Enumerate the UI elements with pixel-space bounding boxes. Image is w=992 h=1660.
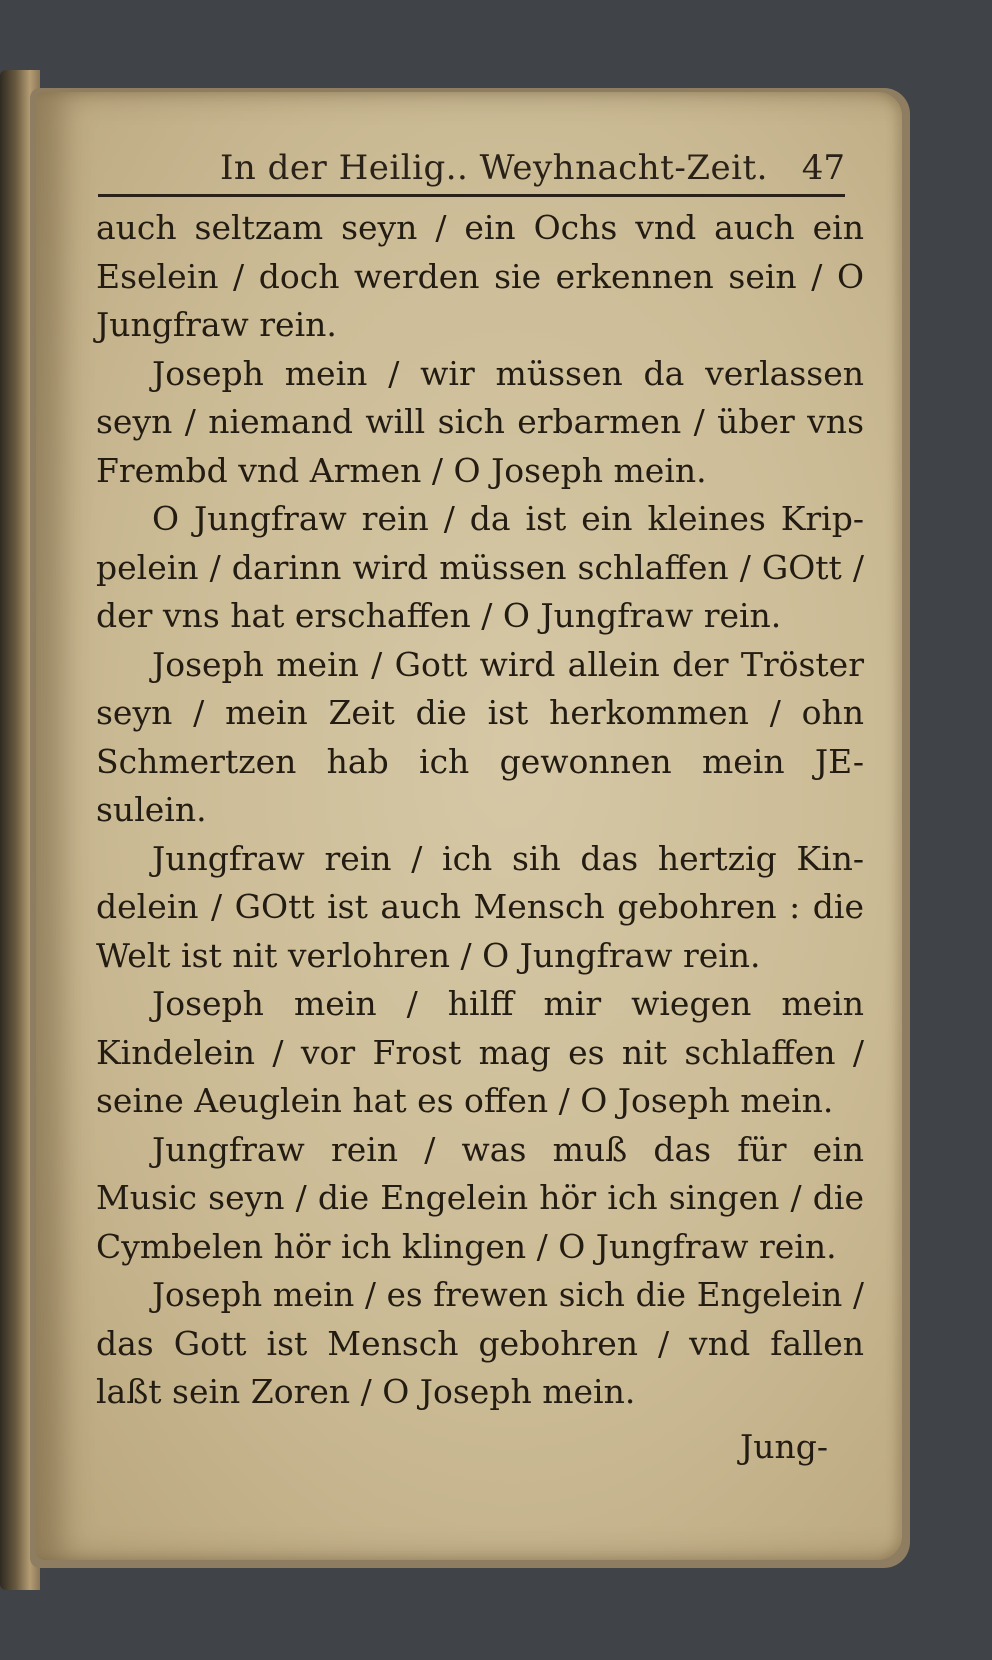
text-line: Eselein / doch werden sie erkennen sein / O bbox=[96, 256, 864, 296]
text-line: Joseph mein / es frewen sich die Engelein / bbox=[152, 1276, 864, 1314]
text-line: Schmertzen hab ich gewonnen mein JE- bbox=[96, 741, 864, 781]
text-line: das Gott ist Mensch gebohren / vnd fallen bbox=[96, 1323, 864, 1363]
text-line: O Jungfraw rein / da ist ein kleines Krip- bbox=[152, 499, 864, 538]
page-number: 47 bbox=[801, 148, 845, 188]
text-line: Kindelein / vor Frost mag es nit schlaffen / bbox=[96, 1032, 864, 1072]
running-title: In der Heilig.. Weyhnacht-Zeit. bbox=[220, 148, 768, 188]
book-page bbox=[36, 92, 902, 1560]
text-line: delein / GOtt ist auch Mensch gebohren : die bbox=[96, 887, 864, 926]
text-line: laßt sein Zoren / O Joseph mein. bbox=[96, 1372, 636, 1411]
text-line: Jungfraw rein / ich sih das hertzig Kin- bbox=[152, 838, 864, 878]
text-line: Music seyn / die Engelein hör ich singen / die bbox=[96, 1178, 864, 1217]
text-line: auch seltzam seyn / ein Ochs vnd auch ein bbox=[96, 208, 864, 247]
text-line: Joseph mein / hilff mir wiegen mein bbox=[152, 984, 864, 1023]
text-line: Jungfraw rein. bbox=[96, 305, 337, 344]
text-line: Jungfraw rein / was muß das für ein bbox=[152, 1129, 864, 1169]
text-line: seyn / niemand will sich erbarmen / über vns bbox=[96, 402, 864, 441]
text-line: Cymbelen hör ich klingen / O Jungfraw rein. bbox=[96, 1226, 837, 1266]
text-line: Welt ist nit verlohren / O Jungfraw rein. bbox=[96, 935, 761, 975]
text-line: Frembd vnd Armen / O Joseph mein. bbox=[96, 450, 707, 490]
text-line: seine Aeuglein hat es offen / O Joseph mein. bbox=[96, 1081, 834, 1120]
text-line: der vns hat erschaffen / O Jungfraw rein. bbox=[96, 596, 782, 635]
page-header bbox=[100, 144, 845, 192]
body-text bbox=[96, 204, 864, 1417]
text-line: Joseph mein / wir müssen da verlassen bbox=[152, 353, 864, 393]
header-rule bbox=[98, 194, 845, 197]
text-line: pelein / darinn wird müssen schlaffen / GOtt / bbox=[96, 547, 864, 587]
catchword: Jung- bbox=[739, 1427, 828, 1466]
text-line: seyn / mein Zeit die ist herkommen / ohn bbox=[96, 693, 864, 732]
text-line: sulein. bbox=[96, 790, 207, 829]
text-line: Joseph mein / Gott wird allein der Tröster bbox=[152, 644, 864, 684]
